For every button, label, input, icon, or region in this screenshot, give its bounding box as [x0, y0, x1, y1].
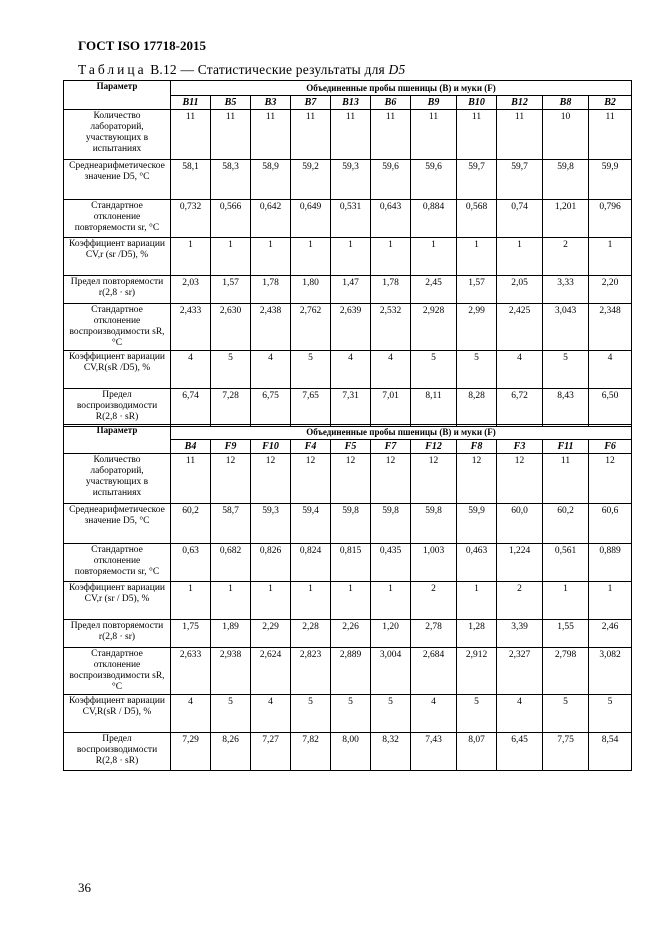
value-cell: 1 [371, 238, 411, 276]
param-header: Параметр [64, 425, 171, 454]
table-row [64, 648, 632, 695]
value-cell: 4 [497, 351, 543, 389]
value-cell: 0,642 [251, 200, 291, 238]
value-cell: 12 [291, 454, 331, 504]
sample-code: F12 [411, 440, 457, 454]
table-row [64, 304, 632, 351]
value-cell: 5 [411, 351, 457, 389]
value-cell: 5 [291, 695, 331, 733]
value-cell: 8,32 [371, 733, 411, 771]
value-cell: 4 [251, 351, 291, 389]
parameter-label: Стандартное отклонение повторяемости sr, °C [64, 200, 171, 238]
value-cell: 7,28 [211, 389, 251, 427]
header-row [64, 425, 632, 440]
value-cell: 60,6 [589, 504, 632, 544]
value-cell: 7,31 [331, 389, 371, 427]
standard-header: ГОСТ ISO 17718-2015 [78, 38, 207, 53]
value-cell: 4 [371, 351, 411, 389]
sample-code: F7 [371, 440, 411, 454]
value-cell: 5 [457, 351, 497, 389]
value-cell: 10 [543, 110, 589, 160]
value-cell: 2,05 [497, 276, 543, 304]
value-cell: 6,75 [251, 389, 291, 427]
table-row [64, 351, 632, 389]
parameter-label: Предел воспроизводимости R(2,8 · sR) [64, 389, 171, 427]
caption-symbol: D5 [388, 62, 406, 77]
sample-code: B3 [251, 96, 291, 110]
value-cell: 4 [171, 695, 211, 733]
value-cell: 1 [211, 238, 251, 276]
sample-code: F3 [497, 440, 543, 454]
value-cell: 59,7 [457, 160, 497, 200]
value-cell: 5 [211, 351, 251, 389]
value-cell: 12 [211, 454, 251, 504]
value-cell: 0,74 [497, 200, 543, 238]
parameter-label: Среднеарифметическое значение D5, °C [64, 160, 171, 200]
sample-code: F8 [457, 440, 497, 454]
value-cell: 5 [543, 351, 589, 389]
value-cell: 2,425 [497, 304, 543, 351]
value-cell: 1 [251, 582, 291, 620]
value-cell: 2,438 [251, 304, 291, 351]
value-cell: 59,9 [457, 504, 497, 544]
value-cell: 0,796 [589, 200, 632, 238]
value-cell: 2,928 [411, 304, 457, 351]
value-cell: 1,80 [291, 276, 331, 304]
value-cell: 1,201 [543, 200, 589, 238]
param-header: Параметр [64, 81, 171, 110]
value-cell: 1 [497, 238, 543, 276]
results-table-1 [63, 80, 632, 427]
value-cell: 5 [371, 695, 411, 733]
table-row [64, 733, 632, 771]
value-cell: 2,938 [211, 648, 251, 695]
value-cell: 1 [291, 238, 331, 276]
value-cell: 2,912 [457, 648, 497, 695]
value-cell: 1,57 [211, 276, 251, 304]
value-cell: 59,3 [331, 160, 371, 200]
value-cell: 0,889 [589, 544, 632, 582]
value-cell: 0,643 [371, 200, 411, 238]
value-cell: 2,823 [291, 648, 331, 695]
value-cell: 11 [331, 110, 371, 160]
value-cell: 1,28 [457, 620, 497, 648]
value-cell: 12 [457, 454, 497, 504]
value-cell: 12 [589, 454, 632, 504]
value-cell: 2,798 [543, 648, 589, 695]
value-cell: 4 [589, 351, 632, 389]
table-row [64, 695, 632, 733]
sample-code: F9 [211, 440, 251, 454]
value-cell: 1 [457, 582, 497, 620]
sample-code: B7 [291, 96, 331, 110]
value-cell: 3,043 [543, 304, 589, 351]
value-cell: 2,433 [171, 304, 211, 351]
value-cell: 4 [251, 695, 291, 733]
parameter-label: Стандартное отклонение воспроизводимости sR, °C [64, 304, 171, 351]
parameter-label: Коэффициент вариации CV,R(sR /D5), % [64, 351, 171, 389]
value-cell: 11 [411, 110, 457, 160]
value-cell: 2,762 [291, 304, 331, 351]
value-cell: 2,46 [589, 620, 632, 648]
value-cell: 8,43 [543, 389, 589, 427]
value-cell: 3,082 [589, 648, 632, 695]
caption-text: В.12 — Статистические результаты для [150, 62, 385, 77]
value-cell: 59,2 [291, 160, 331, 200]
parameter-label: Коэффициент вариации CV,r (sr / D5), % [64, 582, 171, 620]
sample-code: F4 [291, 440, 331, 454]
value-cell: 59,8 [411, 504, 457, 544]
results-table-2 [63, 424, 632, 771]
value-cell: 0,815 [331, 544, 371, 582]
table-row [64, 582, 632, 620]
value-cell: 2,78 [411, 620, 457, 648]
value-cell: 0,63 [171, 544, 211, 582]
value-cell: 7,65 [291, 389, 331, 427]
value-cell: 2 [411, 582, 457, 620]
group-header: Объединенные пробы пшеницы (B) и муки (F) [171, 81, 632, 96]
parameter-label: Стандартное отклонение повторяемости sr, °C [64, 544, 171, 582]
value-cell: 11 [251, 110, 291, 160]
value-cell: 1 [251, 238, 291, 276]
value-cell: 8,28 [457, 389, 497, 427]
value-cell: 11 [589, 110, 632, 160]
sample-code: F11 [543, 440, 589, 454]
table-row [64, 238, 632, 276]
parameter-label: Количество лабораторий, участвующих в испытаниях [64, 454, 171, 504]
value-cell: 6,72 [497, 389, 543, 427]
value-cell: 0,561 [543, 544, 589, 582]
value-cell: 8,54 [589, 733, 632, 771]
value-cell: 0,732 [171, 200, 211, 238]
value-cell: 0,884 [411, 200, 457, 238]
value-cell: 2,532 [371, 304, 411, 351]
value-cell: 6,50 [589, 389, 632, 427]
value-cell: 59,6 [411, 160, 457, 200]
value-cell: 1,78 [251, 276, 291, 304]
value-cell: 1 [589, 238, 632, 276]
sample-code: B6 [371, 96, 411, 110]
value-cell: 7,43 [411, 733, 457, 771]
value-cell: 1,224 [497, 544, 543, 582]
value-cell: 1,55 [543, 620, 589, 648]
value-cell: 11 [497, 110, 543, 160]
value-cell: 12 [251, 454, 291, 504]
value-cell: 1,003 [411, 544, 457, 582]
value-cell: 59,8 [331, 504, 371, 544]
value-cell: 59,9 [589, 160, 632, 200]
value-cell: 11 [291, 110, 331, 160]
header-row [64, 81, 632, 96]
value-cell: 11 [211, 110, 251, 160]
table-row [64, 110, 632, 160]
value-cell: 1 [411, 238, 457, 276]
sample-code: B4 [171, 440, 211, 454]
value-cell: 1 [331, 238, 371, 276]
value-cell: 2 [543, 238, 589, 276]
value-cell: 6,74 [171, 389, 211, 427]
value-cell: 0,682 [211, 544, 251, 582]
value-cell: 58,1 [171, 160, 211, 200]
value-cell: 12 [371, 454, 411, 504]
value-cell: 1,57 [457, 276, 497, 304]
value-cell: 4 [411, 695, 457, 733]
sample-code: B11 [171, 96, 211, 110]
value-cell: 7,01 [371, 389, 411, 427]
value-cell: 2,639 [331, 304, 371, 351]
value-cell: 2,28 [291, 620, 331, 648]
sample-code: F10 [251, 440, 291, 454]
value-cell: 59,7 [497, 160, 543, 200]
value-cell: 0,824 [291, 544, 331, 582]
value-cell: 3,39 [497, 620, 543, 648]
value-cell: 1 [171, 582, 211, 620]
value-cell: 2,624 [251, 648, 291, 695]
table-row [64, 389, 632, 427]
value-cell: 59,3 [251, 504, 291, 544]
value-cell: 11 [457, 110, 497, 160]
value-cell: 58,9 [251, 160, 291, 200]
value-cell: 3,004 [371, 648, 411, 695]
value-cell: 3,33 [543, 276, 589, 304]
value-cell: 11 [171, 454, 211, 504]
value-cell: 6,45 [497, 733, 543, 771]
value-cell: 1,89 [211, 620, 251, 648]
value-cell: 1 [171, 238, 211, 276]
value-cell: 0,463 [457, 544, 497, 582]
sample-code: F6 [589, 440, 632, 454]
value-cell: 0,649 [291, 200, 331, 238]
table-row [64, 454, 632, 504]
value-cell: 0,566 [211, 200, 251, 238]
value-cell: 1 [291, 582, 331, 620]
value-cell: 2,45 [411, 276, 457, 304]
value-cell: 2 [497, 582, 543, 620]
value-cell: 12 [331, 454, 371, 504]
value-cell: 5 [291, 351, 331, 389]
value-cell: 2,99 [457, 304, 497, 351]
value-cell: 58,3 [211, 160, 251, 200]
value-cell: 1,20 [371, 620, 411, 648]
value-cell: 0,531 [331, 200, 371, 238]
value-cell: 7,29 [171, 733, 211, 771]
value-cell: 5 [331, 695, 371, 733]
sample-code: B10 [457, 96, 497, 110]
sample-code: B8 [543, 96, 589, 110]
value-cell: 60,2 [543, 504, 589, 544]
value-cell: 2,684 [411, 648, 457, 695]
value-cell: 59,6 [371, 160, 411, 200]
value-cell: 0,826 [251, 544, 291, 582]
parameter-label: Коэффициент вариации CV,r (sr /D5), % [64, 238, 171, 276]
value-cell: 8,00 [331, 733, 371, 771]
value-cell: 1,75 [171, 620, 211, 648]
value-cell: 2,03 [171, 276, 211, 304]
value-cell: 2,348 [589, 304, 632, 351]
sample-code: B13 [331, 96, 371, 110]
value-cell: 4 [497, 695, 543, 733]
table-row [64, 276, 632, 304]
value-cell: 2,327 [497, 648, 543, 695]
group-header: Объединенные пробы пшеницы (B) и муки (F) [171, 425, 632, 440]
value-cell: 11 [371, 110, 411, 160]
value-cell: 0,435 [371, 544, 411, 582]
table-row [64, 200, 632, 238]
value-cell: 2,630 [211, 304, 251, 351]
value-cell: 2,26 [331, 620, 371, 648]
value-cell: 5 [457, 695, 497, 733]
value-cell: 7,82 [291, 733, 331, 771]
value-cell: 2,889 [331, 648, 371, 695]
value-cell: 5 [589, 695, 632, 733]
parameter-label: Предел воспроизводимости R(2,8 · sR) [64, 733, 171, 771]
value-cell: 1 [331, 582, 371, 620]
value-cell: 1,47 [331, 276, 371, 304]
value-cell: 59,8 [543, 160, 589, 200]
value-cell: 5 [543, 695, 589, 733]
sample-code: B5 [211, 96, 251, 110]
sample-code: B12 [497, 96, 543, 110]
sample-code: F5 [331, 440, 371, 454]
value-cell: 12 [411, 454, 457, 504]
table-row [64, 504, 632, 544]
table-row [64, 544, 632, 582]
value-cell: 1 [543, 582, 589, 620]
value-cell: 1,78 [371, 276, 411, 304]
value-cell: 2,633 [171, 648, 211, 695]
value-cell: 0,568 [457, 200, 497, 238]
value-cell: 11 [171, 110, 211, 160]
value-cell: 11 [543, 454, 589, 504]
value-cell: 1 [371, 582, 411, 620]
value-cell: 2,29 [251, 620, 291, 648]
value-cell: 1 [211, 582, 251, 620]
value-cell: 1 [457, 238, 497, 276]
value-cell: 4 [331, 351, 371, 389]
value-cell: 12 [497, 454, 543, 504]
value-cell: 7,27 [251, 733, 291, 771]
value-cell: 8,11 [411, 389, 457, 427]
sample-code: B9 [411, 96, 457, 110]
parameter-label: Коэффициент вариации CV,R(sR / D5), % [64, 695, 171, 733]
parameter-label: Количество лабораторий, участвующих в испытаниях [64, 110, 171, 160]
page-number: 36 [78, 880, 91, 895]
parameter-label: Среднеарифметическое значение D5, °C [64, 504, 171, 544]
value-cell: 2,20 [589, 276, 632, 304]
table-caption [78, 62, 405, 78]
value-cell: 58,7 [211, 504, 251, 544]
value-cell: 60,0 [497, 504, 543, 544]
value-cell: 60,2 [171, 504, 211, 544]
value-cell: 1 [589, 582, 632, 620]
table-row [64, 620, 632, 648]
value-cell: 59,8 [371, 504, 411, 544]
parameter-label: Стандартное отклонение воспроизводимости sR, °C [64, 648, 171, 695]
value-cell: 7,75 [543, 733, 589, 771]
parameter-label: Предел повторяемости r(2,8 · sr) [64, 620, 171, 648]
caption-word: Таблица [78, 62, 147, 77]
value-cell: 8,07 [457, 733, 497, 771]
table-row [64, 160, 632, 200]
value-cell: 4 [171, 351, 211, 389]
sample-code: B2 [589, 96, 632, 110]
value-cell: 5 [211, 695, 251, 733]
value-cell: 59,4 [291, 504, 331, 544]
parameter-label: Предел повторяемости r(2,8 · sr) [64, 276, 171, 304]
value-cell: 8,26 [211, 733, 251, 771]
